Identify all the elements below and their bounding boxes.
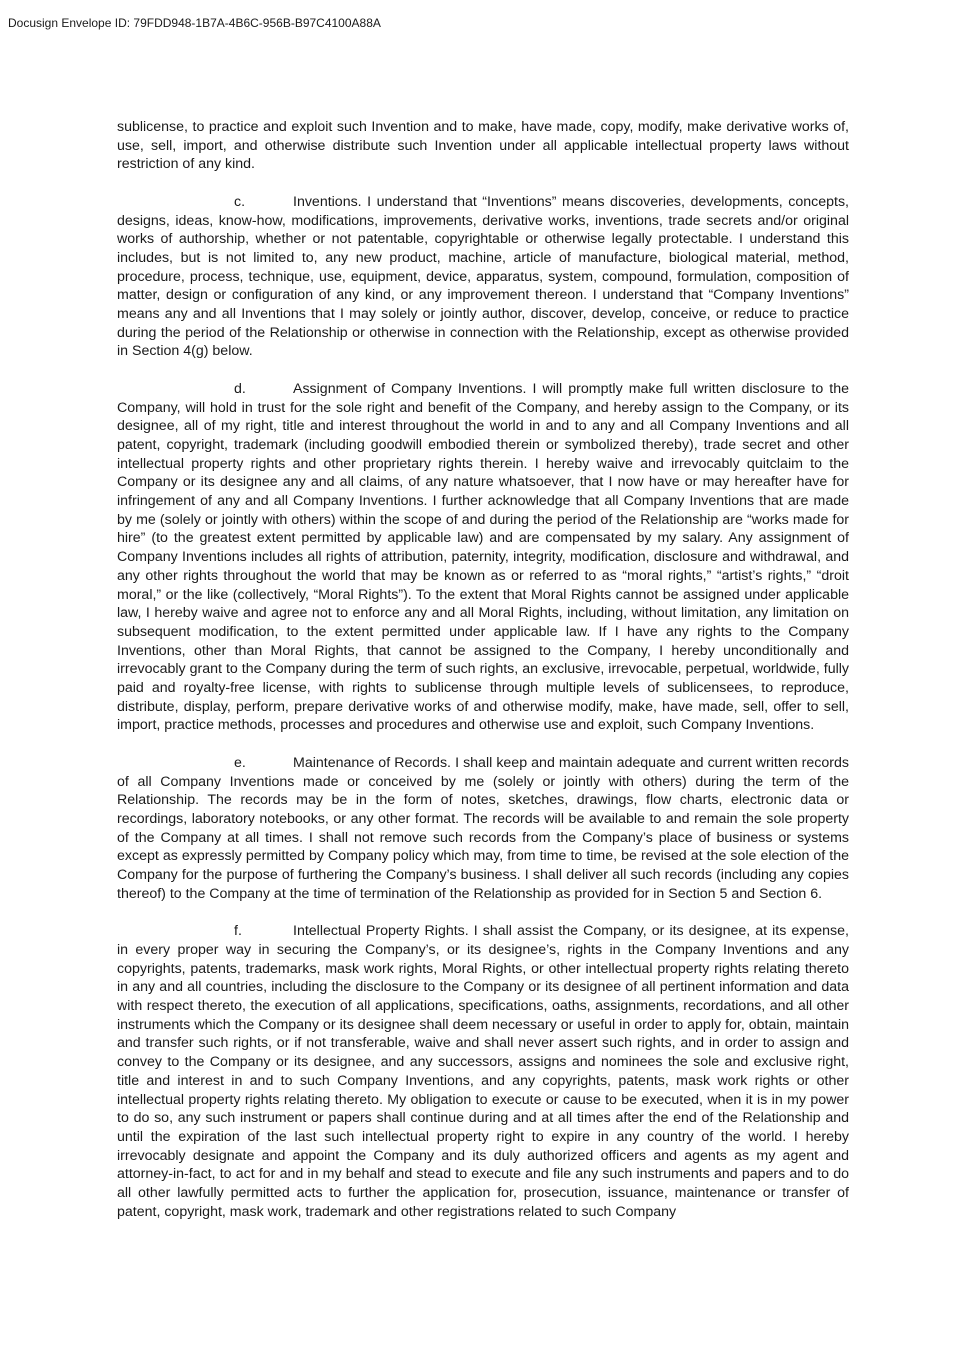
section-marker: f. [234, 923, 242, 940]
section-heading: Maintenance of Records. [293, 754, 451, 771]
section-heading: Inventions. [293, 193, 362, 210]
section-e-paragraph [117, 754, 849, 904]
section-body: I shall assist the Company, or its designee, at its expense, in every proper way in securing the Company’s, or its designee’s, rights in the Company Inventions and any copyrights, patents, trademarks, mask work rights, Moral Rights, or other intellectual property rights relating thereto in any and all countries, including the disclosure to the Company or its designee of all pertinent information and data with respect thereto, the execution of all applications, specifications, oaths, assignments, recordations, and all other instruments which the Company or its designee shall deem necessary or useful in order to apply for, obtain, maintain and transfer such rights, or if not transferable, waive and shall never assert such rights, and in order to assign and convey to the Company or its designee, and any successors, assigns and nominees the sole and exclusive right, title and interest in and to such Company Inventions, and any copyrights, patents, mask work rights or other intellectual property rights relating thereto. My obligation to execute or cause to be executed, when it is in my power to do so, any such instrument or papers shall continue during and at all times after the end of the Relationship and until the expiration of the last such intellectual property right to expire in any country of the world. I hereby irrevocably designate and appoint the Company and its duly authorized officers and agents as my agent and attorney-in-fact, to act for and in my behalf and stead to execute and file any such instruments and papers and to do all other lawfully permitted acts to further the application for, prosecution, issuance, maintenance or transfer of patent, copyright, mask work, trademark and other registrations related to such Company [117, 923, 849, 1220]
section-marker: c. [234, 193, 246, 210]
section-marker: e. [234, 754, 246, 771]
section-c-paragraph [117, 193, 849, 361]
section-f-paragraph [117, 922, 849, 1221]
section-body: I shall keep and maintain adequate and current written records of all Company Inventions made or conceived by me (solely or jointly with others) during the term of the Relationship. The records may be in the form of notes, sketches, drawings, flow charts, electronic data or recordings, laboratory notebooks, or any other format. The records will be available to and remain the sole property of the Company at all times. I shall not remove such records from the Company’s place of business or systems except as expressly permitted by Company policy which may, from time to time, be revised at the sole election of the Company for the purpose of furthering the Company’s business. I shall deliver all such records (including any copies thereof) to the Company at the time of termination of the Relationship as provided for in Section 5 and Section 6. [117, 754, 849, 902]
section-body: I will promptly make full written disclosure to the Company, will hold in trust for the sole right and benefit of the Company, and hereby assign to the Company, or its designee, all of my right, title and interest throughout the world in and to any and all Company Inventions and all patent, copyright, trademark (including goodwill embodied therein or symbolized thereby), trade secret and other intellectual property rights and other proprietary rights therein. I hereby waive and irrevocably quitclaim to the Company or its designee any and all claims, of any nature whatsoever, that I now have or may hereafter have for infringement of any and all Company Inventions. I further acknowledge that all Company Inventions that are made by me (solely or jointly with others) within the scope of and during the period of the Relationship are “works made for hire” (to the greatest extent permitted by applicable law) and are compensated by my salary. Any assignment of Company Inventions includes all rights of attribution, paternity, integrity, modification, disclosure and withdrawal, and any other rights throughout the world that may be known as or referred to as “moral rights,” “artist’s rights,” “droit moral,” or the like (collectively, “Moral Rights”). To the extent that Moral Rights cannot be assigned under applicable law, I hereby waive and agree not to enforce any and all Moral Rights, including, without limitation, any limitation on subsequent modification, to the extent permitted under applicable law. If I have any rights to the Company Inventions, other than Moral Rights, that cannot be assigned to the Company, I hereby unconditionally and irrevocably grant to the Company during the term of such rights, an exclusive, irrevocable, perpetual, worldwide, fully paid and royalty-free license, with rights to sublicense through multiple levels of sublicensees, to reproduce, distribute, display, perform, prepare derivative works of and otherwise modify, make, have made, sell, offer to sell, import, practice methods, processes and procedures and otherwise use and exploit, such Company Inventions. [117, 380, 850, 734]
section-heading: Intellectual Property Rights. [293, 923, 469, 940]
document-body [117, 118, 849, 1240]
intro-continuation-paragraph: sublicense, to practice and exploit such Invention and to make, have made, copy, modify, make derivative works of, use, sell, import, and otherwise distribute such Invention under all applicable intellectual property laws without restriction of any kind. [117, 119, 849, 173]
section-body: I understand that “Inventions” means discoveries, developments, concepts, designs, ideas, know-how, modifications, improvements, derivative works, inventions, trade secrets and/or original works of authorship, whether or not patentable, copyrightable or otherwise legally protectable. I understand this includes, but is not limited to, any new product, machine, article of manufacture, biological material, method, procedure, process, technique, use, equipment, device, apparatus, system, compound, formulation, composition of matter, design or configuration of any kind, or any improvement thereon. I understand that “Company Inventions” means any and all Inventions that I may solely or jointly author, discover, develop, conceive, or reduce to practice during the period of the Relationship or otherwise in connection with the Relationship, except as otherwise provided in Section 4(g) below. [117, 193, 849, 360]
section-d-paragraph [117, 380, 849, 735]
docusign-envelope-id: Docusign Envelope ID: 79FDD948-1B7A-4B6C-956B-B97C4100A88A [8, 16, 381, 30]
section-heading: Assignment of Company Inventions. [293, 380, 527, 397]
section-marker: d. [234, 380, 246, 397]
